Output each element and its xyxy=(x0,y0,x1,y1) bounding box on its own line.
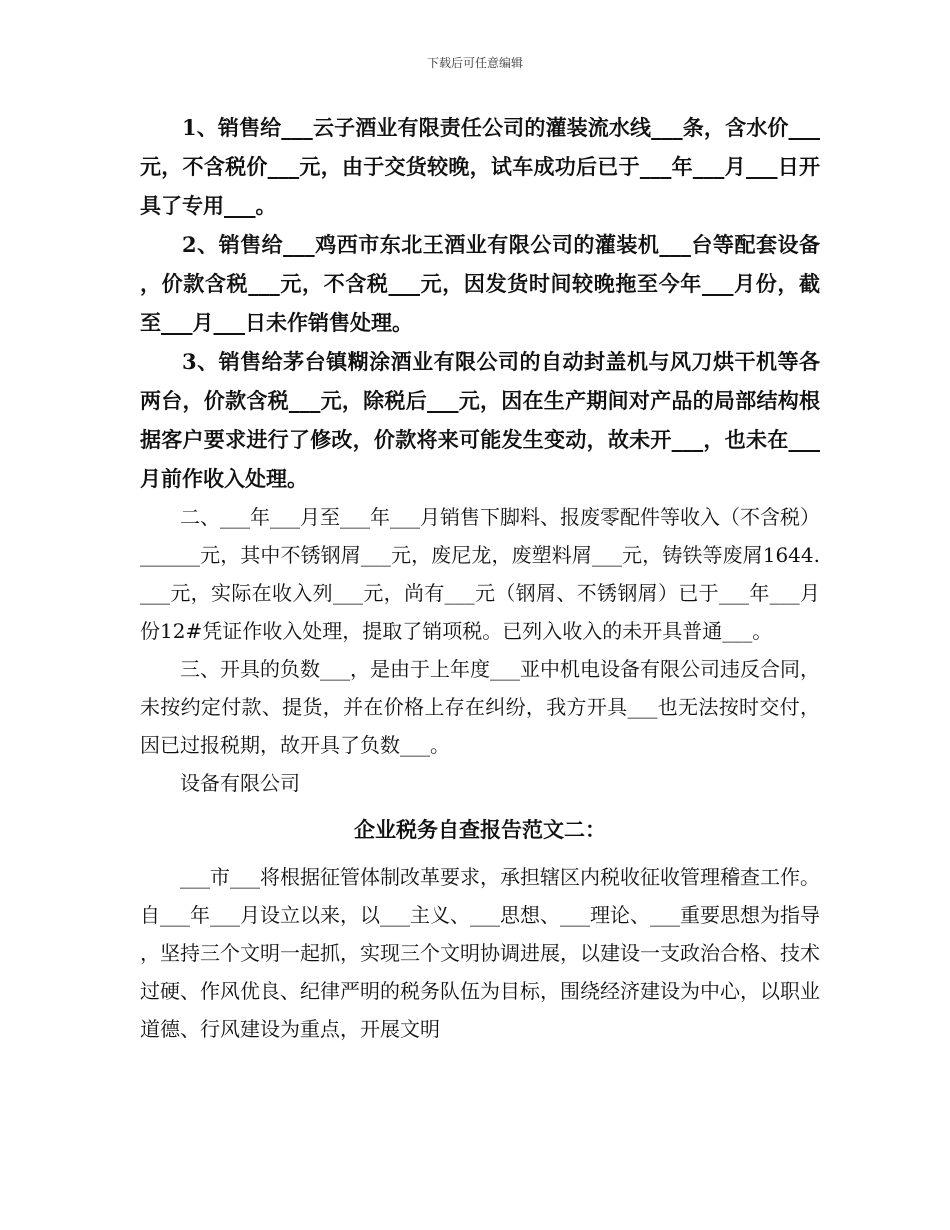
section-two-paragraph-1: ___市___将根据征管体制改革要求，承担辖区内税收征收管理稽查工作。自___年___月设立以来，以___主义、___思想、___理论、___重要思想为指导，坚持三个文明一起抓，实现三个文明协调进展，以建设一支政治合格、技术过硬、作风优良、纪律严明的税务队伍为目标，围绕经济建设为中心，以职业道德、行风建设为重点，开展文明 xyxy=(140,865,820,1041)
page-header: 下载后可任意编辑 xyxy=(426,56,523,70)
paragraph-section-two: 二、___年___月至___年___月销售下脚料、报废零配件等收入（不含税）______元，其中不锈钢屑___元，废尼龙，废塑料屑___元，铸铁等废屑1644.___元，实际在收入列___元，尚有___元（钢屑、不锈钢屑）已于___年___月份12#凭证作收入处理，提取了销项税。已列入收入的未开具普通___。 xyxy=(140,505,820,643)
company-signature: 设备有限公司 xyxy=(180,771,300,795)
paragraph-item-3: 3、销售给茅台镇糊涂酒业有限公司的自动封盖机与风刀烘干机等各两台，价款含税___元，除税后___元，因在生产期间对产品的局部结构根据客户要求进行了修改，价款将来可能发生变动，故未开___，也未在___月前作收入处理。 xyxy=(140,349,820,491)
paragraph-section-three: 三、开具的负数___，是由于上年度___亚中机电设备有限公司违反合同，未按约定付款、提货，并在价格上存在纠纷，我方开具___也无法按时交付，因已过报税期，故开具了负数___。 xyxy=(140,657,820,757)
paragraph-item-2: 2、销售给___鸡西市东北王酒业有限公司的灌装机___台等配套设备，价款含税___元，不含税___元，因发货时间较晚拖至今年___月份，截至___月___日未作销售处理。 xyxy=(140,232,820,335)
paragraph-item-1: 1、销售给___云子酒业有限责任公司的灌装流水线___条，含水价___元，不含税价___元，由于交货较晚，试车成功后已于___年___月___日开具了专用___。 xyxy=(140,115,820,218)
document-body xyxy=(140,108,820,1048)
section-heading: 企业税务自查报告范文二： xyxy=(354,817,606,842)
